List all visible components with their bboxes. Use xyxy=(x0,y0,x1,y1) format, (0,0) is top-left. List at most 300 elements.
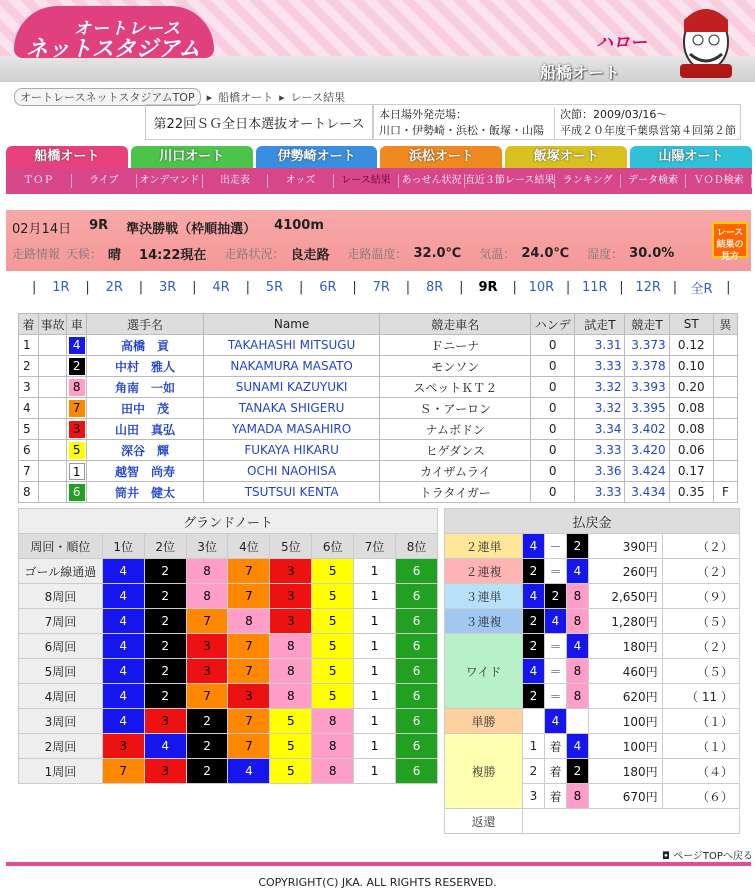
trial-time: 3.32 xyxy=(575,398,625,419)
copyright: COPYRIGHT(C) JKA. ALL RIGHTS RESERVED. xyxy=(258,876,497,889)
results-header: 車 xyxy=(67,314,87,335)
anomaly xyxy=(713,461,737,482)
breadcrumb-venue[interactable]: 船橋オート xyxy=(218,91,274,104)
race-link-7[interactable]: 7R xyxy=(372,280,390,295)
lap-car-cell: 2 xyxy=(144,609,186,634)
payout-row xyxy=(445,584,740,609)
payout-amount: 460円 xyxy=(589,659,663,684)
humidity-value: 30.0% xyxy=(629,246,675,261)
car-number xyxy=(67,335,87,356)
race-number: 9R xyxy=(89,218,109,233)
nav-separator: | xyxy=(726,280,731,295)
lap-car-cell: 3 xyxy=(270,559,312,584)
accident xyxy=(39,419,67,440)
venue-tab-3[interactable]: 伊勢崎オート xyxy=(256,146,378,168)
race-link-9[interactable]: 9R xyxy=(478,280,498,295)
rider-name-link[interactable]: 中村 雅人 xyxy=(87,356,203,377)
payout-car: 8 xyxy=(567,609,589,634)
lap-car-cell: 2 xyxy=(186,734,228,759)
lap-car-cell: 3 xyxy=(144,759,186,784)
car-number xyxy=(67,440,87,461)
subnav-item-7[interactable]: あっせん状況 xyxy=(399,174,465,188)
payout-car: 2 xyxy=(523,684,545,709)
combo-separator: ＝ xyxy=(545,559,567,584)
venue-tab-6[interactable]: 山陽オート xyxy=(630,146,752,168)
air-temp-value: 24.0℃ xyxy=(521,246,570,261)
nav-separator: | xyxy=(245,280,250,295)
accident xyxy=(39,377,67,398)
car-badge: 8 xyxy=(69,379,85,396)
race-time: 3.378 xyxy=(625,356,669,377)
lap-car-cell: 2 xyxy=(144,684,186,709)
result-row xyxy=(19,377,738,398)
lap-car-cell: 5 xyxy=(312,584,354,609)
nav-separator: | xyxy=(138,280,144,295)
bike-name: トラタイガー xyxy=(380,482,531,503)
lap-car-cell: 6 xyxy=(396,634,438,659)
trial-time: 3.33 xyxy=(575,482,625,503)
accident xyxy=(39,461,67,482)
lap-label: 8周回 xyxy=(19,584,103,609)
rider-name-link[interactable]: 筒井 健太 xyxy=(87,482,203,503)
breadcrumb-top[interactable]: オートレースネットスタジアムTOP xyxy=(14,88,201,106)
air-temp-label: 気温： xyxy=(479,247,516,261)
popularity: （２） xyxy=(662,634,739,659)
payout-title: 払戻金 xyxy=(445,509,740,534)
popularity: （１） xyxy=(662,734,739,759)
payout-car: 4 xyxy=(545,609,567,634)
lap-label: ゴール線通過 xyxy=(19,559,103,584)
race-time: 3.393 xyxy=(625,377,669,398)
results-header: Name xyxy=(203,314,380,335)
lap-row xyxy=(19,709,438,734)
subnav-item-4[interactable]: 出走表 xyxy=(203,174,269,188)
car-badge: 3 xyxy=(69,421,85,438)
rider-name-link[interactable]: 角南 一如 xyxy=(87,377,203,398)
lap-car-cell: 3 xyxy=(228,684,270,709)
popularity: （２） xyxy=(662,534,739,559)
car-number xyxy=(67,356,87,377)
lap-car-cell: 7 xyxy=(228,659,270,684)
trial-time: 3.34 xyxy=(575,419,625,440)
next-meet-name: 平成２０年度千葉県営第４回第２節 xyxy=(560,124,736,137)
subnav-item-11[interactable]: ＶＯＤ検索 xyxy=(686,174,752,188)
results-header: 競走車名 xyxy=(380,314,531,335)
payout-row xyxy=(445,634,740,659)
handicap: 0 xyxy=(531,461,575,482)
lap-label: 6周回 xyxy=(19,634,103,659)
lap-car-cell: 6 xyxy=(396,659,438,684)
lap-car-cell: 4 xyxy=(102,609,144,634)
lap-car-cell: 7 xyxy=(228,559,270,584)
payout-amount: 2,650円 xyxy=(589,584,663,609)
payout-row xyxy=(445,534,740,559)
payout-amount: 180円 xyxy=(589,634,663,659)
payout-car: 4 xyxy=(523,534,545,559)
payout-amount: 1,280円 xyxy=(589,609,663,634)
lap-car-cell: 2 xyxy=(144,584,186,609)
anomaly xyxy=(713,377,737,398)
rider-name-link[interactable]: 山田 真弘 xyxy=(87,419,203,440)
handicap: 0 xyxy=(531,356,575,377)
payout-amount: 100円 xyxy=(589,709,663,734)
popularity: （５） xyxy=(662,609,739,634)
car-number xyxy=(67,461,87,482)
lap-car-cell: 2 xyxy=(144,559,186,584)
subnav-item-2[interactable]: ライブ xyxy=(72,174,138,188)
combo-separator: ＝ xyxy=(545,634,567,659)
result-row xyxy=(19,461,738,482)
start-timing: 0.12 xyxy=(669,335,713,356)
rider-name-en: FUKAYA HIKARU xyxy=(203,440,380,461)
payout-row xyxy=(445,559,740,584)
payout-car: 8 xyxy=(567,584,589,609)
humidity-label: 湿度： xyxy=(587,247,624,261)
trial-time: 3.32 xyxy=(575,377,625,398)
lap-car-cell: 7 xyxy=(228,734,270,759)
venue-tab-5[interactable]: 飯塚オート xyxy=(505,146,627,168)
lap-car-cell: 3 xyxy=(144,709,186,734)
car-badge: 4 xyxy=(69,337,85,354)
lap-car-cell: 8 xyxy=(312,759,354,784)
payout-row xyxy=(445,609,740,634)
result-row xyxy=(19,335,738,356)
payout-car: 2 xyxy=(545,584,567,609)
race-time: 3.434 xyxy=(625,482,669,503)
bet-type: 返還 xyxy=(445,809,523,834)
lap-car-cell: 2 xyxy=(144,634,186,659)
handicap: 0 xyxy=(531,482,575,503)
lap-car-cell: 1 xyxy=(354,709,396,734)
race-time: 3.424 xyxy=(625,461,669,482)
rider-name-link[interactable]: 深谷 輝 xyxy=(87,440,203,461)
results-header: ハンデ xyxy=(531,314,575,335)
lap-car-cell: 8 xyxy=(186,584,228,609)
race-link-3[interactable]: 3R xyxy=(159,280,177,295)
car-number xyxy=(67,482,87,503)
car-badge: 5 xyxy=(69,442,85,459)
lap-car-cell: 8 xyxy=(312,734,354,759)
payout-car: 8 xyxy=(567,784,589,809)
lap-car-cell: 6 xyxy=(396,709,438,734)
payout-car: 8 xyxy=(567,659,589,684)
venue-info-label: 本日場外発売場： xyxy=(379,108,467,121)
venue-tab-4[interactable]: 浜松オート xyxy=(380,146,502,168)
popularity: （５） xyxy=(662,659,739,684)
lap-car-cell: 7 xyxy=(102,759,144,784)
rider-name-en: TANAKA SHIGERU xyxy=(203,398,380,419)
nav-separator: | xyxy=(192,280,197,295)
logo-line2: ネットスタジアム xyxy=(26,37,201,62)
lap-row xyxy=(19,734,438,759)
nav-separator: | xyxy=(352,280,357,295)
results-table xyxy=(18,313,738,503)
nav-separator: | xyxy=(672,280,678,295)
breadcrumb-arrow: ▸ xyxy=(279,90,285,104)
start-timing: 0.20 xyxy=(669,377,713,398)
race-link-6[interactable]: 6R xyxy=(319,280,337,295)
nav-separator: | xyxy=(298,280,304,295)
race-link-8[interactable]: 8R xyxy=(425,280,444,295)
lap-car-cell: 6 xyxy=(396,734,438,759)
grand-note-header: 6位 xyxy=(312,534,354,559)
popularity: （４） xyxy=(662,759,739,784)
anomaly xyxy=(713,440,737,461)
lap-row xyxy=(19,559,438,584)
popularity: （ 11 ） xyxy=(662,684,739,709)
race-time: 3.402 xyxy=(625,419,669,440)
rider-name-link[interactable]: 越智 尚寿 xyxy=(87,461,203,482)
accident xyxy=(39,335,67,356)
handicap: 0 xyxy=(531,419,575,440)
start-timing: 0.08 xyxy=(669,419,713,440)
lap-car-cell: 8 xyxy=(270,684,312,709)
lap-label: 3周回 xyxy=(19,709,103,734)
grand-note-header: 3位 xyxy=(186,534,228,559)
lap-car-cell: 8 xyxy=(270,659,312,684)
lap-car-cell: 2 xyxy=(144,659,186,684)
lap-car-cell: 8 xyxy=(186,559,228,584)
rider-name-en: YAMADA MASAHIRO xyxy=(203,419,380,440)
lap-car-cell: 1 xyxy=(354,684,396,709)
finish-position: 2 xyxy=(19,356,39,377)
car-badge: 2 xyxy=(69,358,85,375)
car-badge: 7 xyxy=(69,400,85,417)
subnav-item-10[interactable]: データ検索 xyxy=(621,174,687,188)
track-temp-value: 32.0℃ xyxy=(413,246,462,261)
weather-time: 14:22現在 xyxy=(139,248,207,263)
payout-row xyxy=(445,734,740,759)
anomaly xyxy=(713,356,737,377)
venue-tab-2[interactable]: 川口オート xyxy=(131,146,253,168)
rider-name-en: TSUTSUI KENTA xyxy=(203,482,380,503)
race-link-2[interactable]: 2R xyxy=(105,280,123,295)
lap-car-cell: 5 xyxy=(312,634,354,659)
lap-car-cell: 7 xyxy=(228,709,270,734)
result-guide-button[interactable]: レース結果の見方 xyxy=(712,222,748,258)
bet-type: ２連複 xyxy=(445,559,523,584)
lap-car-cell: 7 xyxy=(186,609,228,634)
payout-table xyxy=(444,508,740,834)
nav-separator: | xyxy=(565,280,571,295)
rider-name-en: SUNAMI KAZUYUKI xyxy=(203,377,380,398)
payout-amount: 260円 xyxy=(589,559,663,584)
race-distance: 4100m xyxy=(274,218,324,233)
race-link-5[interactable]: 5R xyxy=(265,280,284,295)
race-link-1[interactable]: 1R xyxy=(52,280,70,295)
finish-position: 1 xyxy=(19,335,39,356)
subnav-item-9[interactable]: ランキング xyxy=(555,174,621,188)
race-link-10[interactable]: 10R xyxy=(528,280,555,295)
race-link-13[interactable]: 全R xyxy=(690,282,713,297)
car-number xyxy=(67,377,87,398)
lap-car-cell: 5 xyxy=(312,684,354,709)
grand-note-header: 周回・順位 xyxy=(19,534,103,559)
handicap: 0 xyxy=(531,377,575,398)
race-event: 準決勝戦（枠順抽選） xyxy=(126,222,257,237)
payout-car: 4 xyxy=(567,559,589,584)
handicap: 0 xyxy=(531,440,575,461)
lap-car-cell: 1 xyxy=(354,559,396,584)
empty-cell xyxy=(523,709,545,734)
lap-label: 4周回 xyxy=(19,684,103,709)
lap-car-cell: 6 xyxy=(396,759,438,784)
place-unit: 着 xyxy=(545,759,567,784)
race-link-4[interactable]: 4R xyxy=(212,280,230,295)
trial-time: 3.33 xyxy=(575,356,625,377)
lap-car-cell: 6 xyxy=(396,609,438,634)
start-timing: 0.06 xyxy=(669,440,713,461)
mascot-icon xyxy=(662,2,742,80)
finish-position: 4 xyxy=(19,398,39,419)
results-header: 事故 xyxy=(39,314,67,335)
lap-car-cell: 3 xyxy=(102,734,144,759)
place-unit: 着 xyxy=(545,734,567,759)
bet-type: ワイド xyxy=(445,634,523,709)
lap-car-cell: 6 xyxy=(396,584,438,609)
car-number xyxy=(67,419,87,440)
place-unit: 着 xyxy=(545,784,567,809)
grand-note-header: 1位 xyxy=(102,534,144,559)
payout-car: 4 xyxy=(523,584,545,609)
payout-car: 2 xyxy=(523,559,545,584)
payout-car: 4 xyxy=(545,709,567,734)
place-rank: 1 xyxy=(523,734,545,759)
lap-row xyxy=(19,759,438,784)
lap-car-cell: 1 xyxy=(354,734,396,759)
results-header: 着 xyxy=(19,314,39,335)
lap-car-cell: 1 xyxy=(354,634,396,659)
sub-navigation xyxy=(6,168,752,194)
site-logo[interactable] xyxy=(14,6,214,62)
lap-car-cell: 4 xyxy=(102,634,144,659)
rider-name-link[interactable]: 高橋 貢 xyxy=(87,335,203,356)
lap-row xyxy=(19,634,438,659)
grand-note-table xyxy=(18,508,438,784)
track-info-label: 走路情報 xyxy=(12,247,61,261)
subnav-item-6[interactable]: レース結果 xyxy=(334,174,400,188)
next-meet-date: 次節：2009/03/16～ xyxy=(560,108,668,121)
lap-car-cell: 4 xyxy=(144,734,186,759)
lap-car-cell: 8 xyxy=(312,709,354,734)
bike-name: Ｆニーナ xyxy=(380,335,531,356)
bike-name: モンソン xyxy=(380,356,531,377)
lap-car-cell: 5 xyxy=(312,609,354,634)
combo-separator: ＝ xyxy=(545,684,567,709)
accident xyxy=(39,440,67,461)
results-header: 選手名 xyxy=(87,314,203,335)
lap-car-cell: 1 xyxy=(354,609,396,634)
bike-name: ヒゲダンス xyxy=(380,440,531,461)
trial-time: 3.36 xyxy=(575,461,625,482)
grand-note-header: 2位 xyxy=(144,534,186,559)
race-link-11[interactable]: 11R xyxy=(582,280,608,295)
lap-car-cell: 1 xyxy=(354,659,396,684)
page-top-link[interactable] xyxy=(662,847,753,862)
bike-name: カイザムライ xyxy=(380,461,531,482)
lap-car-cell: 4 xyxy=(102,659,144,684)
finish-position: 6 xyxy=(19,440,39,461)
subnav-item-1[interactable]: ＴＯＰ xyxy=(6,174,72,188)
footer-bar xyxy=(6,862,751,866)
venue-tabs xyxy=(6,146,752,168)
lap-car-cell: 7 xyxy=(186,684,228,709)
combo-separator: － xyxy=(545,534,567,559)
lap-row xyxy=(19,659,438,684)
rider-name-en: OCHI NAOHISA xyxy=(203,461,380,482)
nav-separator: | xyxy=(85,280,90,295)
lap-label: 7周回 xyxy=(19,609,103,634)
lap-car-cell: 8 xyxy=(228,609,270,634)
lap-car-cell: 2 xyxy=(186,759,228,784)
nav-separator: | xyxy=(459,280,464,295)
nav-separator: | xyxy=(405,280,411,295)
payout-car: 4 xyxy=(567,734,589,759)
surface-value: 良走路 xyxy=(290,248,330,263)
page-top-label: ページTOPへ戻る xyxy=(673,851,753,862)
finish-position: 7 xyxy=(19,461,39,482)
lap-car-cell: 3 xyxy=(186,659,228,684)
breadcrumb-arrow: ▸ xyxy=(206,90,213,104)
result-row xyxy=(19,356,738,377)
lap-car-cell: 8 xyxy=(270,634,312,659)
accident xyxy=(39,482,67,503)
popularity: （９） xyxy=(662,584,739,609)
result-row xyxy=(19,440,738,461)
place-rank: 2 xyxy=(523,759,545,784)
lap-car-cell: 7 xyxy=(228,634,270,659)
payout-row xyxy=(445,709,740,734)
logo-line1: オートレース xyxy=(74,19,182,39)
payout-car: 2 xyxy=(567,759,589,784)
lap-car-cell: 4 xyxy=(228,759,270,784)
result-row xyxy=(19,482,738,503)
results-header: ST xyxy=(669,314,713,335)
grand-note-header: 7位 xyxy=(354,534,396,559)
venue-tab-1[interactable]: 船橋オート xyxy=(6,146,128,168)
rider-name-link[interactable]: 田中 茂 xyxy=(87,398,203,419)
lap-label: 1周回 xyxy=(19,759,103,784)
lap-car-cell: 4 xyxy=(102,584,144,609)
results-header: 競走T xyxy=(625,314,669,335)
lap-car-cell: 6 xyxy=(396,559,438,584)
site-header xyxy=(0,0,755,82)
start-timing: 0.17 xyxy=(669,461,713,482)
rider-name-en: NAKAMURA MASATO xyxy=(203,356,380,377)
subnav-item-8[interactable]: 直近３節レース結果 xyxy=(464,175,555,186)
lap-car-cell: 4 xyxy=(102,684,144,709)
place-rank: 3 xyxy=(523,784,545,809)
payout-car: 2 xyxy=(567,534,589,559)
surface-label: 走路状況： xyxy=(224,247,285,261)
payout-car: 4 xyxy=(523,659,545,684)
lap-car-cell: 3 xyxy=(186,634,228,659)
greeting-text: ハロー xyxy=(596,33,647,53)
lap-car-cell: 7 xyxy=(228,584,270,609)
nav-separator: | xyxy=(512,280,517,295)
grand-note-header: 5位 xyxy=(270,534,312,559)
lap-car-cell: 5 xyxy=(270,709,312,734)
weather-value: 晴 xyxy=(108,248,122,263)
subnav-item-3[interactable]: オンデマンド xyxy=(137,174,203,188)
payout-row xyxy=(445,809,740,834)
subnav-item-5[interactable]: オッズ xyxy=(268,174,334,188)
payout-car: 2 xyxy=(523,609,545,634)
race-info-panel xyxy=(6,210,751,271)
result-row xyxy=(19,419,738,440)
race-link-12[interactable]: 12R xyxy=(635,280,661,295)
rider-name-en: TAKAHASHI MITSUGU xyxy=(203,335,380,356)
